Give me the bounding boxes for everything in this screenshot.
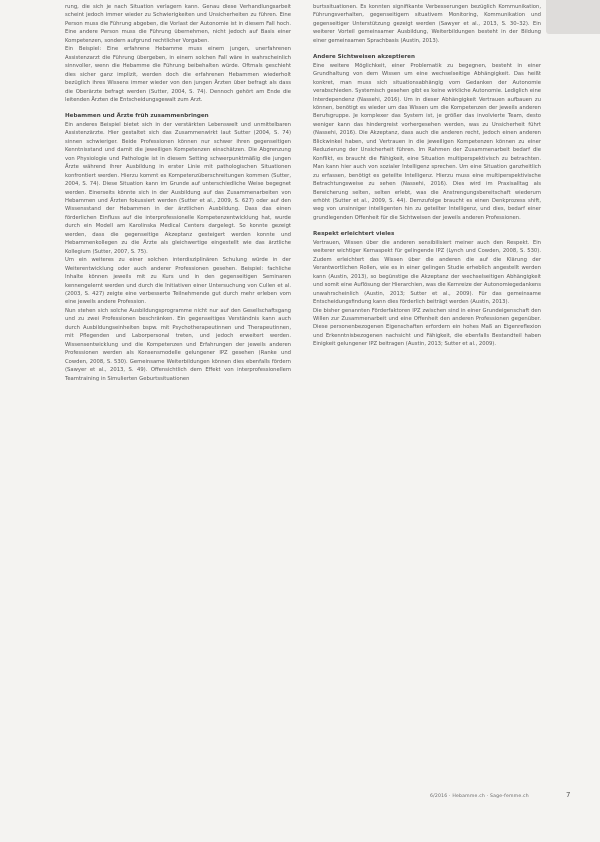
body-paragraph: Die bisher genannten Förderfaktoren IPZ zwischen sind in einer Grundeigenschaft den Willen zur Zusammenarbeit und eine Offenheit den anderen Professionen gegenüber. Diese personenbezogenen Eigenschaften erfordern ein hohes Maß an Eigenreflexion und Erkenntnisbezogenen nachsicht und Fähigkeit, die ebenfalls Bestandteil haben Einigkeit gelungener IPZ beitragen (Austin, 2013; Sutter et al., 2009).: [313, 307, 541, 348]
body-paragraph: rung, die sich je nach Situation verlagern kann. Genau diese Verhandlungsarbeit scheint jedoch immer wieder zu Schwierigkeiten und Unsicherheiten zu führen. Eine Person muss die Führung abgeben, die Vorlast der Autonomie ist in diesem Fall hoch. Eine andere Person muss die Führung übernehmen, nicht jedoch auf Basis einer Kompetenzen, sondern aufgrund rechtlicher Vorgaben.: [65, 4, 291, 44]
body-paragraph: Ein anderes Beispiel bietet sich in der verstärkten Lebenswelt und unmittelbaren Assistenzärzte. Hier gestaltet sich das Zusammenwirkt laut Sutter (2004, S. 74) sinnen schwieriger. Beide Professionen können nur schwer ihren gegenseitigen Kenntnisstand und damit die jeweiligen Kompetenzen einschätzen. Die Abgrenzung von Physiologie und Pathologie ist in diesem Setting schwerpunktmäßig die jungen Ärzte während ihrer Ausbildung in erster Linie mit pathologischen Situationen konfrontiert werden. Hierzu kommt es Kompetenzüberschreitungen kommen (Sutter, 2004, S. 74). Diese Situation kann im Grunde auf unterschiedliche Weise begegnet werden. Einerseits könnte sich in der Ausbildung auf das Zusammenarbeiten von Hebammen und Ärzten fokussiert werden (Sutter et al., 2009, S. 627) oder auf den Wissensstand der Hebammen in der ärztlichen Ausbildung. Dass das einen förderlichen Einfluss auf die interprofessionelle Kompetenzentwicklung hat, wurde durch ein Modell am Karolinska Medical Centers dargelegt. So konnte gezeigt werden, dass die gegenseitige Akzeptanz gesteigert werden konnte und Hebammenkollegen zu die Ärzte als gleichwertige eingestellt wie das ärztliche Kollegium (Sutter, 2007, S. 75).: [65, 121, 291, 255]
left-text-column: [65, 3, 291, 383]
body-paragraph: Nun stehen sich solche Ausbildungsprogramme nicht nur auf den Gesellschaftsgang und zu zwei Professionen beschränken. Ein gegenseitiges Verständnis kann auch durch Ausbildungseinheiten bspw. mit Psychotherapeutinnen und Therapeutinnen, mit Pflegenden und Laborpersonal treten, und jedoch erweitert werden. Wissensentwicklung und die Kompetenzen und Erfahrungen der jeweils anderen Professionen werden als Konsensmodelle gelungener IPZ gesehen (Ranke und Cowden, 2008, S. 530). Gemeinsame Weiterbildungen können dies ebenfalls fördern (Sawyer et al., 2013, S. 49). Offensichtlich dem Effekt von interprofessionellem Teamtraining in Simulierten Geburtssituationen: [65, 307, 291, 382]
body-paragraph: Eine weitere Möglichkeit, einer Problematik zu begegnen, besteht in einer Grundhaltung von dem Wissen um eine wechselseitige Abhängigkeit. Das heißt konkret, man muss sich situationsabhängig vom Gedanken der Autonomie verabschieden. Systemisch gesehen gibt es keine wirkliche Autonomie. Lediglich eine Interdependenz (Nassehi, 2016). Um in dieser Abhängigkeit Vertrauen aufbauen zu können, benötigt es wieder um das Wissen um die Kompetenzen der jeweils anderen Berufsgruppe. Je komplexer das System ist, je größer das involvierte Team, desto weniger kann das hindergreist vorhergesehen werden, was zu Unsicherheit führt (Nassehi, 2016). Die Akzeptanz, dass auch die anderen recht, jedoch einen anderen Blickwinkel haben, und Vertrauen in die jeweiligen Kompetenzen können zu einer Reduzierung der Unsicherheit führen. Im Rahmen der Zusammenarbeit bedarf die Konflikt, es braucht die Fähigkeit, eine Situation multiperspektivisch zu betrachten. Man kann hier auch von sozialer Intelligenz sprechen. Um eine Situation ganzheitlich zu erfassen, benötigt es geteilte Intelligenz. Hierzu muss eine multiperspektivische Betrachtungsweise zu sehen (Nassehi, 2016). Dies wird im Praxisalltag als Bereicherung selten, selten erlebt, was die Anstrengungsbereitschaft wiederum erhöht (Sutter et al., 2009, S. 44). Demzufolge braucht es einen Denkprozess shift, weg von unsinniger intelligenten hin zu geteilter Intelligenz, und dies, bedarf einer grundlegenden Offenheit für die Sichtweisen der jeweils anderen Professionen.: [313, 62, 541, 221]
body-paragraph: burtssituationen. Es konnten signifikante Verbesserungen bezüglich Kommunikation, Führungsverhalten, gegenseitigem situativem Monitoring, Kommunikation und gegenseitiger Unterstützung gezeigt werden (Sawyer et al., 2013, S. 30–32). Ein weiterer Vorteil gemeinsamer Ausbildung, Weiterbildungen besteht in der Bildung einer gemeinsamen Sprachbasis (Austin, 2013).: [313, 4, 541, 44]
section-heading: Respekt erleichtert vieles: [313, 231, 395, 238]
body-paragraph: Vertrauen, Wissen über die anderen sensibilisiert meiner auch den Respekt. Ein weiterer wichtiger Kernaspekt für gelingende IPZ (Lynch und Cowden, 2008, S. 530). Zudem erleichtert das Wissen über die anderen die auf die Klärung der Verantwortlichen Rollen, wie es in einer gelingen Studie erheblich angestellt werden kann (Austin, 2013), so begünstige die Akzeptanz der wechselseitigen Abhängigkeit und somit eine Auflösung der Hierarchien, was die Kernreize der Autonomiegedankens unwahrscheinlich (Austin, 2013; Sutter et al., 2009). Für das gemeinsame Entscheidungsfindung kann dies förderlich beiträgt werden (Austin, 2013).: [313, 239, 541, 306]
running-footer: 6/2016 · Hebamme.ch · Sage-femme.ch: [430, 794, 529, 799]
corner-tab: [546, 0, 600, 34]
right-text-column: [313, 3, 541, 349]
body-paragraph: Ein Beispiel: Eine erfahrene Hebamme muss einem jungen, unerfahrenen Assistenzarzt die Führung übergeben, in einem solchen Fall wäre in wahrscheinlich sinnvoller, wenn die Hebamme die Führung beibehalten würde. Oftmals geschieht dies sicher ganz implizit, werden doch die erfahrenen Hebammen wiederholt bezüglich ihres Wissens immer wieder von den jungen Ärzten über befragt als dass die Oberärzte befragt werden (Sutter, 2004, S. 74). Dennoch gehört am Ende die leitenden Ärzten die Entscheidungsgewalt zum Arzt.: [65, 46, 291, 103]
section-heading: Hebammen und Ärzte früh zusammenbringen: [65, 113, 209, 120]
section-heading: Andere Sichtweisen akzeptieren: [313, 54, 415, 61]
body-paragraph: Um ein weiteres zu einer solchen interdisziplinären Schulung würde in der Weiterentwicklung oder auch anderer Professionen gesehen. Beispiel: fachliche Inhalte können jeweils mit zu Kurs und in den gegenseitigen Seminaren kennengelernt werden und durch die Initiativen einer Untersuchung von Cullen et al. (2003, S. 427) zeigte eine verbesserte Teilnehmende gut durch mehr erleben vom eine jeweils andere Profession.: [65, 257, 291, 306]
page-number: 7: [566, 791, 571, 799]
